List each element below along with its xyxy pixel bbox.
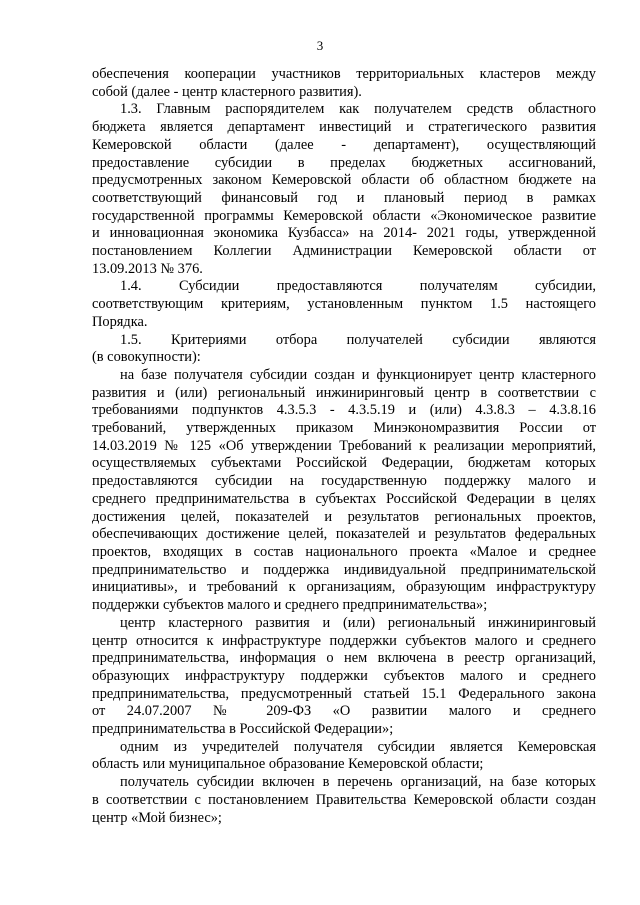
text-line: от 24.07.2007 № 209-ФЗ «О развитии малого и среднего [92, 703, 596, 720]
text-line: Порядка. [92, 313, 148, 330]
text-line: предпринимательства, информация о нем включена в реестр организаций, [92, 650, 596, 667]
text-line: 1.4. Субсидии предоставляются получателям субсидии, [120, 278, 596, 295]
paragraph [92, 101, 596, 278]
text-line: 1.5. Критериями отбора получателей субсидии являются [120, 331, 596, 348]
text-line: образующих инфраструктуру поддержки субъектов малого и среднего [92, 667, 596, 684]
text-line: поддержки субъектов малого и среднего предпринимательства»; [92, 597, 488, 614]
text-line: обеспечения кооперации участников территориальных кластеров между [92, 66, 596, 82]
text-line: бюджета является департамент инвестиций и стратегического развития [92, 119, 596, 136]
text-line: достижения целей, показателей и результатов региональных проектов, [92, 508, 596, 525]
paragraph [92, 774, 596, 827]
text-line: 13.09.2013 № 376. [92, 260, 203, 277]
text-line: 14.03.2019 № 125 «Об утверждении Требований к реализации мероприятий, [92, 437, 596, 454]
page-number: 3 [316, 38, 324, 53]
text-line: собой (далее - центр кластерного развития). [92, 83, 362, 100]
paragraph [92, 615, 596, 739]
text-line: предпринимательства, предусмотренный статьей 15.1 Федерального закона [92, 685, 596, 702]
text-line: соответствующим критериям, установленным пунктом 1.5 настоящего [92, 296, 596, 313]
text-line: проектов, входящих в состав национального проекта «Малое и среднее [92, 543, 596, 560]
text-line: в соответствии с постановлением Правительства Кемеровской области создан [92, 791, 596, 808]
paragraph [92, 332, 596, 367]
text-line: центр относится к инфраструктуре поддержки субъектов малого и среднего [92, 632, 596, 649]
text-line: предусмотренных законом Кемеровской области об областном бюджете на [92, 172, 596, 189]
text-line: осуществляемых субъектами Российской Федерации, бюджетам которых [92, 455, 596, 472]
text-line: одним из учредителей получателя субсидии является Кемеровская [120, 738, 596, 755]
text-line: на базе получателя субсидии создан и функционирует центр кластерного [120, 366, 596, 383]
text-line: 1.3. Главным распорядителем как получателем средств областного [120, 101, 596, 118]
document-body [92, 66, 596, 827]
paragraph [92, 66, 596, 101]
text-line: соответствующий финансовый год и плановый период в рамках [92, 189, 596, 206]
text-line: предоставление субсидии в пределах бюджетных ассигнований, [92, 154, 596, 171]
text-line: (в совокупности): [92, 349, 201, 366]
paragraph [92, 278, 596, 331]
text-line: получатель субсидии включен в перечень организаций, на базе которых [120, 774, 596, 791]
text-line: требований, утвержденных приказом Минэкономразвития России от [92, 420, 596, 437]
text-line: развития и (или) региональный инжиниринговый центр в соответствии с [92, 384, 596, 401]
text-line: среднего предпринимательства в субъектах Российской Федерации в целях [92, 490, 596, 507]
text-line: предоставляются субсидии на государственную поддержку малого и [92, 473, 596, 490]
text-line: центр «Мой бизнес»; [92, 809, 222, 826]
text-line: предпринимательство и поддержка индивидуальной предпринимательской [92, 561, 596, 578]
text-line: инициативы», и требований к организациям, образующим инфраструктуру [92, 579, 596, 596]
text-line: и инновационная экономика Кузбасса» на 2014- 2021 годы, утвержденной [92, 225, 596, 242]
text-line: государственной программы Кемеровской области «Экономическое развитие [92, 207, 596, 224]
text-line: требованиями подпунктов 4.3.5.3 - 4.3.5.19 и (или) 4.3.8.3 – 4.3.8.16 [92, 402, 596, 419]
paragraph [92, 739, 596, 774]
text-line: центр кластерного развития и (или) региональный инжиниринговый [120, 614, 596, 631]
text-line: область или муниципальное образование Кемеровской области; [92, 756, 484, 773]
text-line: обеспечивающих достижение целей, показателей и результатов федеральных [92, 526, 596, 543]
text-line: предпринимательства в Российской Федерации»; [92, 721, 394, 738]
text-line: Кемеровской области (далее - департамент), осуществляющий [92, 136, 596, 153]
paragraph [92, 367, 596, 615]
text-line: постановлением Коллегии Администрации Кемеровской области от [92, 243, 596, 260]
